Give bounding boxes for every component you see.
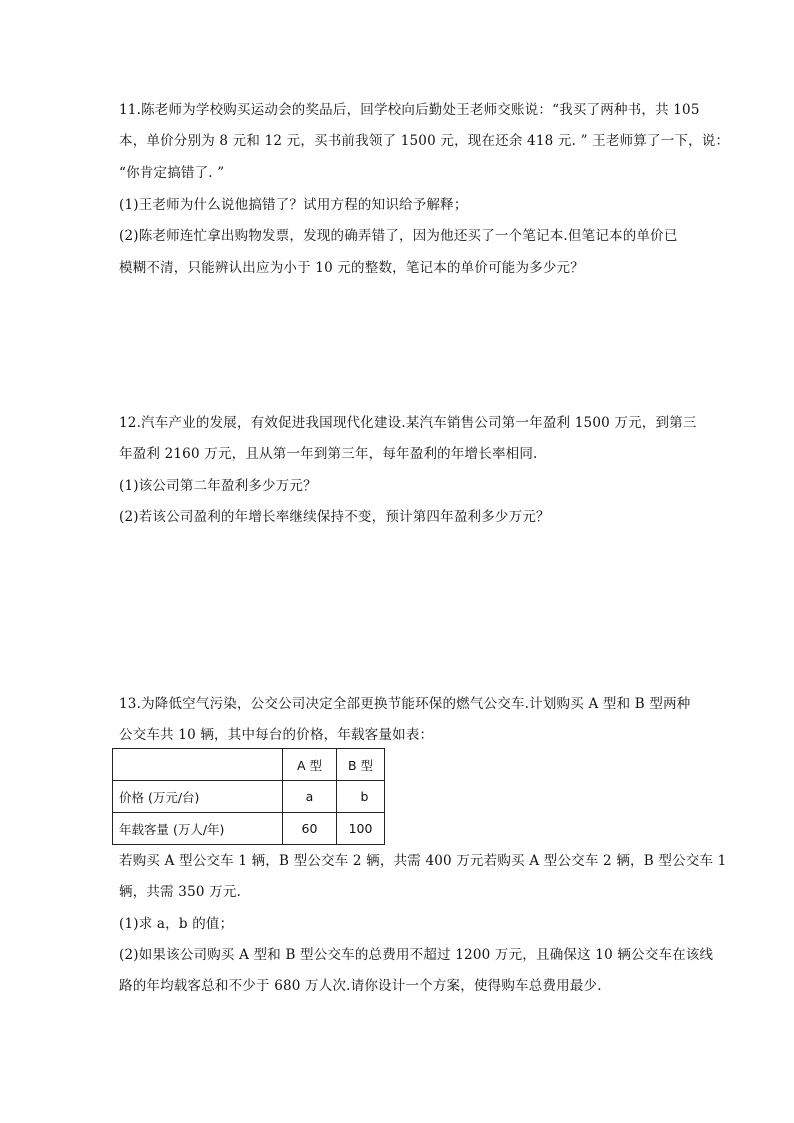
table-cell: 60 (283, 813, 337, 845)
table-header-row (113, 749, 385, 781)
q13-text-line-1: 13.为降低空气污染，公交公司决定全部更换节能环保的燃气公交车.计划购买 A 型和 B 型两种 (119, 696, 691, 712)
bus-spec-table-wrapper (112, 748, 385, 845)
q11-text-line-2: 本，单价分别为 8 元和 12 元，买书前我领了 1500 元，现在还余 418 元. ” 王老师算了一下，说： (119, 133, 730, 149)
bus-spec-table (112, 748, 385, 845)
table-row (113, 781, 385, 813)
q13-text-line-2: 公交车共 10 辆，其中每台的价格，年载客量如表： (119, 727, 434, 743)
q13-after-table-line-2: 辆，共需 350 万元. (119, 884, 242, 900)
table-header-cell: A 型 (283, 749, 337, 781)
q12-part-1: (1)该公司第二年盈利多少万元？ (119, 478, 317, 494)
q12-text-line-2: 年盈利 2160 万元，且从第一年到第三年，每年盈利的年增长率相同. (119, 446, 538, 462)
q13-after-table-line-1: 若购买 A 型公交车 1 辆，B 型公交车 2 辆，共需 400 万元若购买 A 型公交车 2 辆，B 型公交车 1 (119, 853, 727, 869)
table-cell: a (283, 781, 337, 813)
table-header-cell: B 型 (337, 749, 385, 781)
q11-part-1: (1)王老师为什么说他搞错了？试用方程的知识给予解释； (119, 197, 468, 213)
table-header-cell (113, 749, 283, 781)
q13-part-1: (1)求 a，b 的值； (119, 916, 234, 932)
q11-text-line-1: 11.陈老师为学校购买运动会的奖品后，回学校向后勤处王老师交账说：“我买了两种书，共 105 (119, 102, 700, 118)
q13-part-2-line-2: 路的年均载客总和不少于 680 万人次.请你设计一个方案，使得购车总费用最少. (119, 978, 602, 994)
table-cell: 价格 (万元/台) (113, 781, 283, 813)
table-cell: b (337, 781, 385, 813)
q13-part-2-line-1: (2)如果该公司购买 A 型和 B 型公交车的总费用不超过 1200 万元，且确保这 10 辆公交车在该线 (119, 947, 714, 963)
table-row (113, 813, 385, 845)
q11-part-2-line-2: 模糊不清，只能辨认出应为小于 10 元的整数，笔记本的单价可能为多少元？ (119, 260, 584, 276)
q11-text-line-3: “你肯定搞错了. ” (119, 165, 225, 181)
table-cell: 年载客量 (万人/年) (113, 813, 283, 845)
q11-part-2-line-1: (2)陈老师连忙拿出购物发票，发现的确弄错了，因为他还买了一个笔记本.但笔记本的单价已 (119, 228, 678, 244)
table-cell: 100 (337, 813, 385, 845)
q12-part-2: (2)若该公司盈利的年增长率继续保持不变，预计第四年盈利多少万元？ (119, 509, 550, 525)
q12-text-line-1: 12.汽车产业的发展，有效促进我国现代化建设.某汽车销售公司第一年盈利 1500 万元，到第三 (119, 415, 697, 431)
